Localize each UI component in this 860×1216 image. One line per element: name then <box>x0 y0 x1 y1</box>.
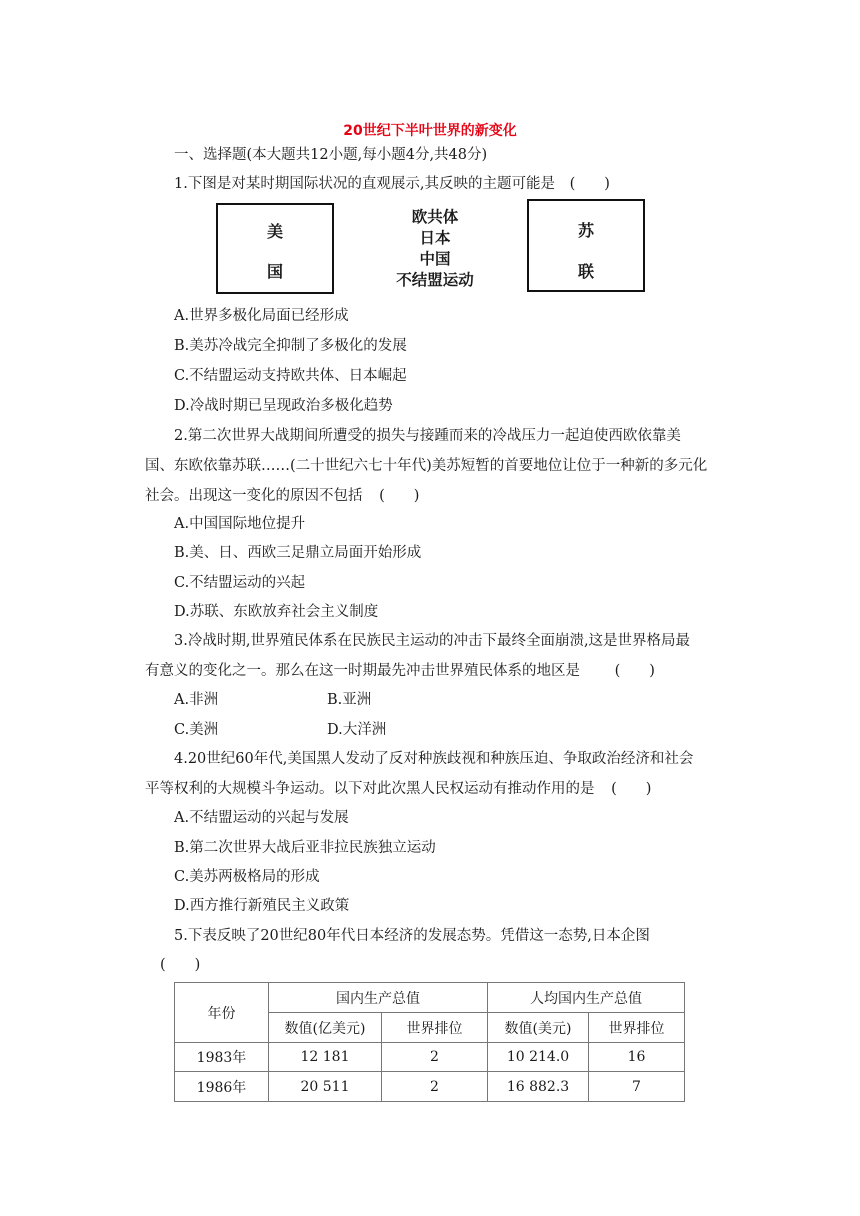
option: C.不结盟运动的兴起 <box>174 575 306 591</box>
option: A.世界多极化局面已经形成 <box>174 308 349 324</box>
option: C.美洲 <box>174 722 219 738</box>
section-heading: 一、选择题(本大题共12小题,每小题4分,共48分) <box>174 147 488 163</box>
table-subheader: 世界排位 <box>589 1013 685 1043</box>
question-3-line: 3.冷战时期,世界殖民体系在民族民主运动的冲击下最终全面崩溃,这是世界格局最 <box>174 633 691 649</box>
table-cell-per-capita: 16 882.3 <box>488 1072 589 1102</box>
question-2-text: 社会。出现这一变化的原因不包括 <box>145 488 363 504</box>
figure-box-usa <box>216 203 334 294</box>
question-3-line-last <box>145 659 655 680</box>
figure-middle-item: 不结盟运动 <box>396 271 474 289</box>
table-cell-year: 1983年 <box>175 1043 269 1072</box>
question-4-line: 4.20世纪60年代,美国黑人发动了反对种族歧视和种族压迫、争取政治经济和社会 <box>174 751 694 767</box>
figure-box-usa-char-2: 国 <box>266 262 283 281</box>
table-cell-gdp-rank: 2 <box>382 1072 488 1102</box>
table-cell-year: 1986年 <box>175 1072 269 1102</box>
table-row <box>175 1043 685 1072</box>
table-row <box>175 1072 685 1102</box>
table-cell-pc-rank: 7 <box>589 1072 685 1102</box>
question-4-text: 平等权利的大规模斗争运动。以下对此次黑人民权运动有推动作用的是 <box>145 781 595 797</box>
figure-middle-list <box>380 207 490 291</box>
figure-middle-item: 中国 <box>419 250 451 268</box>
page-title: 20世纪下半叶世界的新变化 <box>343 123 517 139</box>
question-2-line: 国、东欧依靠苏联……(二十世纪六七十年代)美苏短暂的首要地位让位于一种新的多元化 <box>145 458 708 474</box>
option: D.冷战时期已呈现政治多极化趋势 <box>174 398 393 414</box>
option: A.非洲 <box>174 692 219 708</box>
table-header-gdp: 国内生产总值 <box>269 983 488 1013</box>
question-2-line: 2.第二次世界大战期间所遭受的损失与接踵而来的冷战压力一起迫使西欧依靠美 <box>174 428 681 444</box>
table-cell-gdp-rank: 2 <box>382 1043 488 1072</box>
question-4-line-last <box>145 777 651 798</box>
option: B.美苏冷战完全抑制了多极化的发展 <box>174 338 407 354</box>
table-subheader: 数值(美元) <box>488 1013 589 1043</box>
answer-blank: ( ) <box>160 957 201 973</box>
question-5-line: 5.下表反映了20世纪80年代日本经济的发展态势。凭借这一态势,日本企图 <box>174 928 650 944</box>
table-subheader: 世界排位 <box>382 1013 488 1043</box>
table-cell-pc-rank: 16 <box>589 1043 685 1072</box>
figure-middle-item: 欧共体 <box>411 208 459 226</box>
answer-blank: ( ) <box>569 176 610 192</box>
question-1-stem <box>174 172 610 193</box>
answer-blank: ( ) <box>611 781 652 797</box>
answer-blank: ( ) <box>379 488 420 504</box>
gdp-table <box>174 982 685 1102</box>
figure-box-usa-char-1: 美 <box>266 222 283 241</box>
option: D.大洋洲 <box>327 722 387 738</box>
answer-blank: ( ) <box>614 663 655 679</box>
table-subheader: 数值(亿美元) <box>269 1013 382 1043</box>
option: A.中国国际地位提升 <box>174 516 306 532</box>
figure-box-ussr <box>527 199 645 292</box>
table-header-per-capita: 人均国内生产总值 <box>488 983 685 1013</box>
option: B.亚洲 <box>327 692 372 708</box>
option: B.第二次世界大战后亚非拉民族独立运动 <box>174 840 436 856</box>
option: D.苏联、东欧放弃社会主义制度 <box>174 604 379 620</box>
question-1-text: 1.下图是对某时期国际状况的直观展示,其反映的主题可能是 <box>174 176 555 192</box>
option: A.不结盟运动的兴起与发展 <box>174 810 349 826</box>
table-cell-gdp: 20 511 <box>269 1072 382 1102</box>
option: C.美苏两极格局的形成 <box>174 869 320 885</box>
figure-box-ussr-char-2: 联 <box>577 262 594 281</box>
table-header-year: 年份 <box>175 983 269 1043</box>
table-cell-gdp: 12 181 <box>269 1043 382 1072</box>
option: D.西方推行新殖民主义政策 <box>174 898 350 914</box>
question-2-line-last <box>145 484 419 505</box>
figure-middle-item: 日本 <box>419 229 451 247</box>
option: C.不结盟运动支持欧共体、日本崛起 <box>174 368 407 384</box>
figure-box-ussr-char-1: 苏 <box>577 221 594 240</box>
question-3-text: 有意义的变化之一。那么在这一时期最先冲击世界殖民体系的地区是 <box>145 663 580 679</box>
option: B.美、日、西欧三足鼎立局面开始形成 <box>174 545 422 561</box>
table-cell-per-capita: 10 214.0 <box>488 1043 589 1072</box>
